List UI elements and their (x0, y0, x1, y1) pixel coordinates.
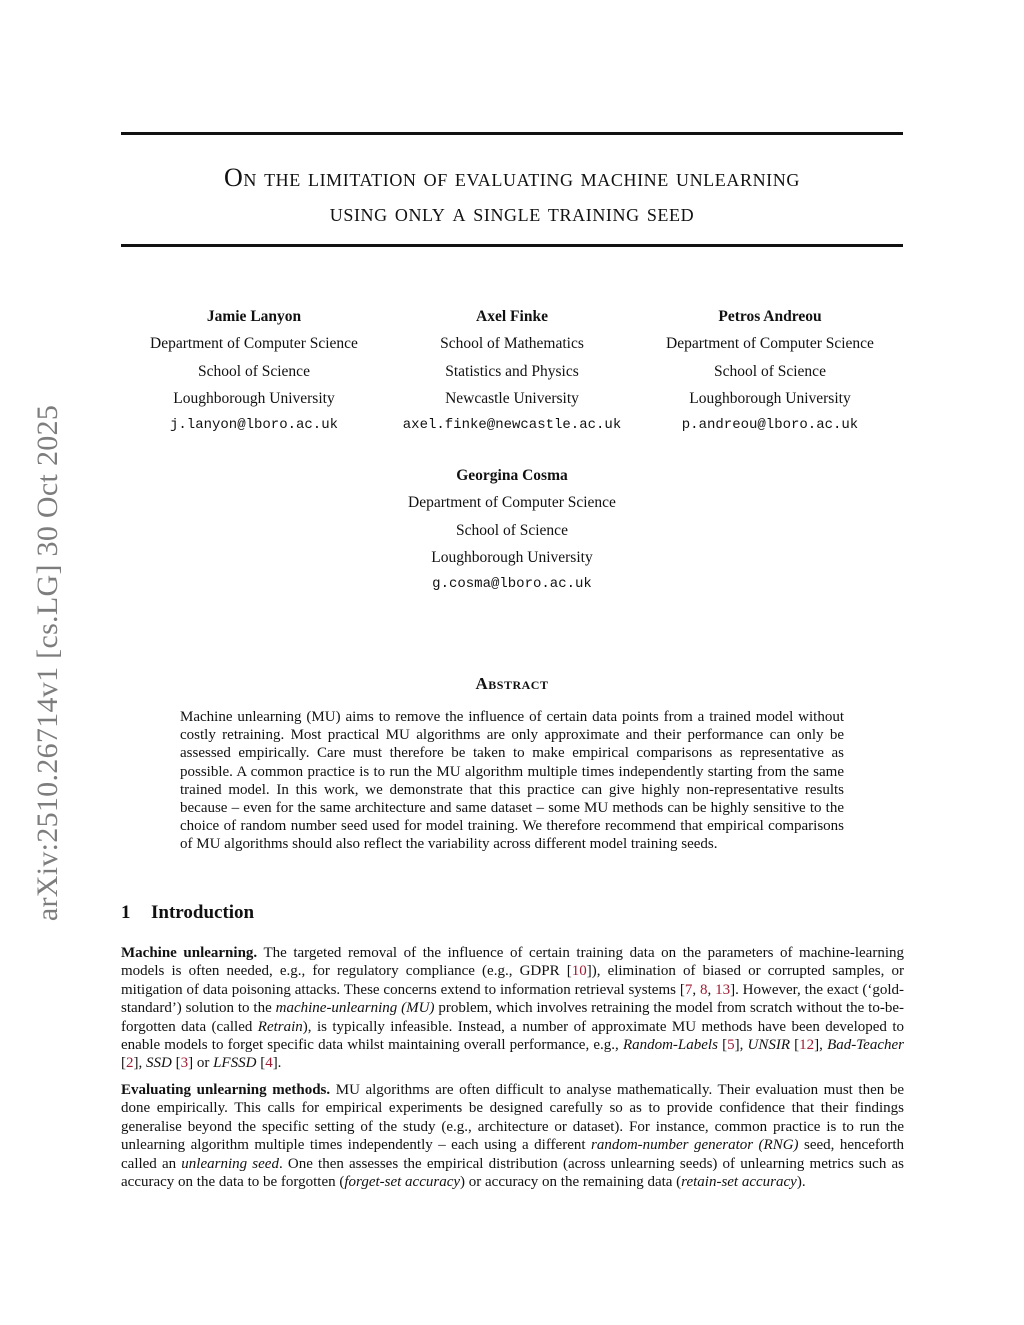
paragraph-text: ), is typically infeasible. Instead, a number of approximate MU methods have been developed to enable models to forget specific data whilst maintaining overall performance, e.g., (121, 1018, 904, 1054)
author-affiliation: Loughborough University (689, 389, 851, 407)
paragraph-text: problem, which involves retraining the model from scratch without the to-be-forgotten data (called (121, 1000, 904, 1035)
paragraph-text: [ (121, 1055, 126, 1072)
author-affiliation: School of Science (714, 362, 826, 380)
emphasis-term: unlearning seed (181, 1155, 279, 1172)
citation-link[interactable]: 13 (715, 981, 731, 998)
author-email: g.cosma@lboro.ac.uk (432, 576, 592, 593)
emphasis-term: random-number generator (RNG) (591, 1137, 799, 1154)
paragraph-text: ]), elimination of biased or corrupted samples, or mitigation of data poisoning attacks. These concerns extend to information retrieval systems [ (121, 963, 904, 998)
citation-link[interactable]: 2 (126, 1055, 134, 1072)
paragraph-text: [ (717, 1037, 728, 1054)
arxiv-identifier-text: arXiv:2510.26714v1 [cs.LG] 30 Oct 2025 (31, 404, 64, 922)
emphasis-term: Random-Labels (622, 1037, 718, 1054)
author-block (640, 303, 900, 439)
paragraph-text: [ (171, 1055, 181, 1072)
citation-link[interactable]: 10 (571, 963, 587, 980)
paper-title-line-2: using only a single training seed (329, 198, 695, 227)
paragraph-text: ], (814, 1037, 828, 1054)
paragraph-heading: Evaluating unlearning methods. (121, 1082, 331, 1098)
author-name: Petros Andreou (718, 308, 822, 325)
author-email: p.andreou@lboro.ac.uk (681, 417, 859, 434)
emphasis-term: forget-set accuracy (344, 1174, 461, 1191)
author-affiliation: Loughborough University (431, 548, 593, 566)
author-affiliation: School of Science (198, 362, 310, 380)
paragraph-text: ]. (272, 1055, 282, 1072)
citation-link[interactable]: 8 (699, 981, 708, 998)
paragraph-text: MU algorithms are often difficult to analyse mathematically. Their evaluation must then be done empirically. This calls for empirical experiments be designed carefully so as to provide confidence that their findings generalise beyond the specific setting of the study (e.g., architecture or dataset). For instance, common practice is to run the unlearning algorithm multiple times independently – each using a different (121, 1082, 904, 1154)
paragraph-text: The targeted removal of the influence of certain training data on the parameters of machine-learning models is often needed, e.g., for regulatory compliance (e.g., GDPR [ (121, 945, 904, 980)
author-email: axel.finke@newcastle.ac.uk (402, 417, 622, 434)
arxiv-identifier (28, 372, 68, 954)
paragraph-text: seed, henceforth called an (121, 1137, 905, 1172)
emphasis-term: Bad-Teacher (827, 1037, 904, 1054)
paragraph-text: ] or (188, 1055, 214, 1072)
author-affiliation: Department of Computer Science (666, 335, 874, 353)
paragraph-text: [ (256, 1055, 266, 1072)
title-top-rule (121, 132, 903, 135)
author-block (382, 462, 642, 598)
abstract-heading: Abstract (475, 674, 549, 693)
emphasis-term: Retrain (257, 1018, 303, 1035)
emphasis-term: machine-unlearning (MU) (275, 1000, 435, 1017)
citation-link[interactable]: 5 (727, 1037, 735, 1054)
paragraph-text: [ (790, 1037, 800, 1054)
author-affiliation: School of Mathematics (440, 335, 584, 353)
paper-title-line-1: On the limitation of evaluating machine unlearning (224, 163, 800, 192)
paper-title (121, 160, 903, 230)
citation-link[interactable]: 12 (799, 1037, 815, 1054)
emphasis-term: LFSSD (213, 1055, 257, 1072)
paragraph-text: . One then assesses the empirical distribution (across unlearning seeds) of unlearning metrics such as accuracy on the data to be forgotten ( (121, 1155, 904, 1191)
author-affiliation: Newcastle University (445, 389, 579, 407)
author-block (124, 303, 384, 439)
section-heading (121, 902, 254, 924)
section-number: 1 (121, 902, 131, 923)
paragraph-machine-unlearning (121, 944, 904, 1073)
emphasis-term: SSD (146, 1055, 172, 1072)
paragraph-text: , (707, 981, 716, 998)
paragraph-text: ). (796, 1174, 806, 1191)
title-bottom-rule (121, 244, 903, 247)
citation-link[interactable]: 7 (684, 981, 693, 998)
author-affiliation: Statistics and Physics (445, 362, 579, 380)
author-affiliation: Department of Computer Science (150, 335, 358, 353)
paragraph-text: ) or accuracy on the remaining data ( (460, 1174, 682, 1191)
emphasis-term: retain-set accuracy (681, 1174, 797, 1191)
emphasis-term: UNSIR (747, 1037, 790, 1054)
citation-link[interactable]: 3 (180, 1055, 189, 1072)
paragraph-text: ], (133, 1055, 146, 1072)
citation-link[interactable]: 4 (265, 1055, 273, 1072)
paragraph-heading: Machine unlearning. (121, 945, 258, 961)
paragraph-text: , (692, 981, 700, 998)
paragraph-text: ], (734, 1037, 748, 1054)
author-name: Axel Finke (476, 308, 548, 325)
author-affiliation: School of Science (456, 521, 568, 539)
author-block (382, 303, 642, 439)
author-affiliation: Loughborough University (173, 389, 335, 407)
author-name: Georgina Cosma (456, 467, 568, 484)
section-title: Introduction (151, 902, 255, 923)
author-name: Jamie Lanyon (206, 308, 302, 325)
author-email: j.lanyon@lboro.ac.uk (169, 417, 339, 434)
author-affiliation: Department of Computer Science (408, 494, 616, 512)
paragraph-text: ]. However, the exact (‘gold-standard’) solution to the (121, 981, 905, 1017)
abstract-text: Machine unlearning (MU) aims to remove the influence of certain data points from a trained model without costly retraining. Most practical MU algorithms are only approximate and their performance can only be assessed empirically. Care must therefore be taken to make empirical comparisons as representative as possible. A common practice is to run the MU algorithm multiple times independently starting from the same trained model. In this work, we demonstrate that this practice can give highly non-representative results because – even for the same architecture and same dataset – some MU methods can be highly sensitive to the choice of random number seed used for model training. We therefore recommend that empirical comparisons of MU algorithms should also reflect the variability across different model training seeds. (180, 709, 844, 853)
paragraph-evaluating-unlearning (121, 1081, 904, 1191)
